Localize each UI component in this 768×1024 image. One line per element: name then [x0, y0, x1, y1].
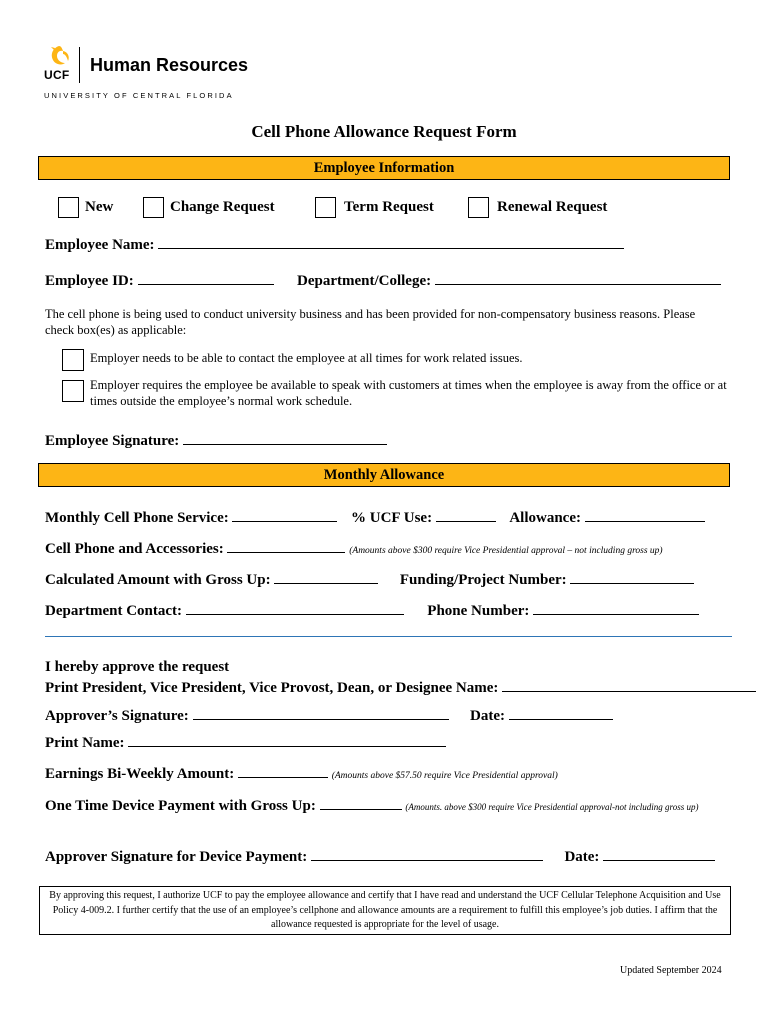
approver-device-label: Approver Signature for Device Payment: — [45, 849, 308, 865]
section-divider — [45, 636, 732, 637]
approver-date-label: Date: — [470, 708, 505, 724]
updated-date: Updated September 2024 — [620, 965, 722, 976]
earnings-field[interactable] — [238, 764, 328, 778]
department-field[interactable] — [435, 271, 721, 285]
section-employee-information: Employee Information — [38, 156, 730, 180]
checkbox-renewal-request[interactable] — [468, 197, 489, 218]
business-statement: The cell phone is being used to conduct university business and has been provided for non-compensatory business reasons. Please check box(es) as applicable: — [45, 307, 696, 337]
print-president-field[interactable] — [502, 678, 756, 692]
approver-device-field[interactable] — [311, 847, 543, 861]
section-monthly-allowance: Monthly Allowance — [38, 463, 730, 487]
label-renewal-request: Renewal Request — [497, 199, 608, 215]
approver-signature-field[interactable] — [193, 706, 449, 720]
checkbox-term-request[interactable] — [315, 197, 336, 218]
employee-signature-row — [45, 431, 387, 450]
accessories-field[interactable] — [227, 539, 345, 553]
monthly-service-field[interactable] — [232, 508, 337, 522]
device-date-label: Date: — [564, 849, 600, 865]
accessories-label: Cell Phone and Accessories: — [45, 541, 224, 557]
employee-id-row — [45, 271, 721, 290]
phone-field[interactable] — [533, 601, 699, 615]
allowance-label: Allowance: — [509, 510, 581, 526]
reason-availability-text: Employer requires the employee be available to speak with customers at times when the employee is away from the office or at times outside the employee’s normal work schedule. — [90, 378, 727, 408]
print-name-row — [45, 733, 446, 752]
allowance-field[interactable] — [585, 508, 705, 522]
device-payment-label: One Time Device Payment with Gross Up: — [45, 798, 316, 814]
label-term-request: Term Request — [344, 199, 434, 215]
checkbox-new[interactable] — [58, 197, 79, 218]
funding-field[interactable] — [570, 570, 694, 584]
accessories-row — [45, 539, 663, 558]
approver-signature-row — [45, 706, 613, 725]
employee-id-field[interactable] — [138, 271, 274, 285]
device-date-field[interactable] — [603, 847, 715, 861]
accessories-note: (Amounts above $300 require Vice Presidential approval – not including gross up) — [349, 546, 663, 556]
earnings-row — [45, 764, 558, 783]
approve-statement: I hereby approve the request — [45, 659, 230, 675]
phone-label: Phone Number: — [427, 603, 530, 619]
pegasus-logo-icon — [46, 44, 72, 70]
employee-id-label: Employee ID: — [45, 273, 134, 289]
approver-date-field[interactable] — [509, 706, 613, 720]
approver-signature-label: Approver’s Signature: — [45, 708, 189, 724]
reason-contact-text: Employer needs to be able to contact the employee at all times for work related issues. — [90, 351, 523, 365]
monthly-service-label: Monthly Cell Phone Service: — [45, 510, 229, 526]
page-title: Cell Phone Allowance Request Form — [251, 122, 517, 141]
ucf-use-label: % UCF Use: — [350, 510, 433, 526]
ucf-wordmark: UCF — [44, 68, 70, 82]
ucf-use-field[interactable] — [436, 508, 496, 522]
device-payment-field[interactable] — [320, 796, 402, 810]
print-president-label: Print President, Vice President, Vice Provost, Dean, or Designee Name: — [45, 680, 499, 696]
dept-contact-row — [45, 601, 699, 620]
checkbox-reason-availability[interactable] — [62, 380, 84, 402]
label-change-request: Change Request — [170, 199, 275, 215]
device-payment-note: (Amounts. above $300 require Vice Presidential approval-not including gross up) — [405, 802, 699, 812]
print-name-field[interactable] — [128, 733, 446, 747]
approver-device-row — [45, 847, 715, 866]
print-president-row — [45, 678, 756, 697]
earnings-label: Earnings Bi-Weekly Amount: — [45, 766, 235, 782]
university-name: UNIVERSITY OF CENTRAL FLORIDA — [44, 91, 234, 100]
certification-text: By approving this request, I authorize UCF to pay the employee allowance and certify that I have read and understand the UCF Cellular Telephone Acquisition and Use Policy 4-009.2. I further certify that the use of an employee’s cellphone and allowance amounts are a requirement to fulfill this employee’s job duties. I affirm that the allowance requested is appropriate for the level of usage. — [49, 890, 721, 930]
ucf-logo — [44, 44, 78, 84]
employee-name-field[interactable] — [158, 235, 624, 249]
gross-up-row — [45, 570, 694, 589]
label-new: New — [85, 199, 114, 215]
checkbox-change-request[interactable] — [143, 197, 164, 218]
monthly-service-row — [45, 508, 705, 527]
employee-signature-field[interactable] — [183, 431, 387, 445]
dept-contact-label: Department Contact: — [45, 603, 183, 619]
earnings-note: (Amounts above $57.50 require Vice Presidential approval) — [331, 771, 558, 781]
device-payment-row — [45, 796, 698, 815]
department-label: Department/College: — [297, 273, 432, 289]
checkbox-reason-contact[interactable] — [62, 349, 84, 371]
print-name-label: Print Name: — [45, 735, 125, 751]
dept-contact-field[interactable] — [186, 601, 404, 615]
employee-signature-label: Employee Signature: — [45, 433, 180, 449]
department-name: Human Resources — [90, 55, 249, 75]
certification-box — [39, 886, 731, 935]
funding-label: Funding/Project Number: — [399, 572, 567, 588]
gross-up-label: Calculated Amount with Gross Up: — [45, 572, 271, 588]
employee-name-label: Employee Name: — [45, 237, 155, 253]
logo-divider — [79, 47, 80, 83]
employee-name-row — [45, 235, 624, 254]
gross-up-field[interactable] — [274, 570, 378, 584]
